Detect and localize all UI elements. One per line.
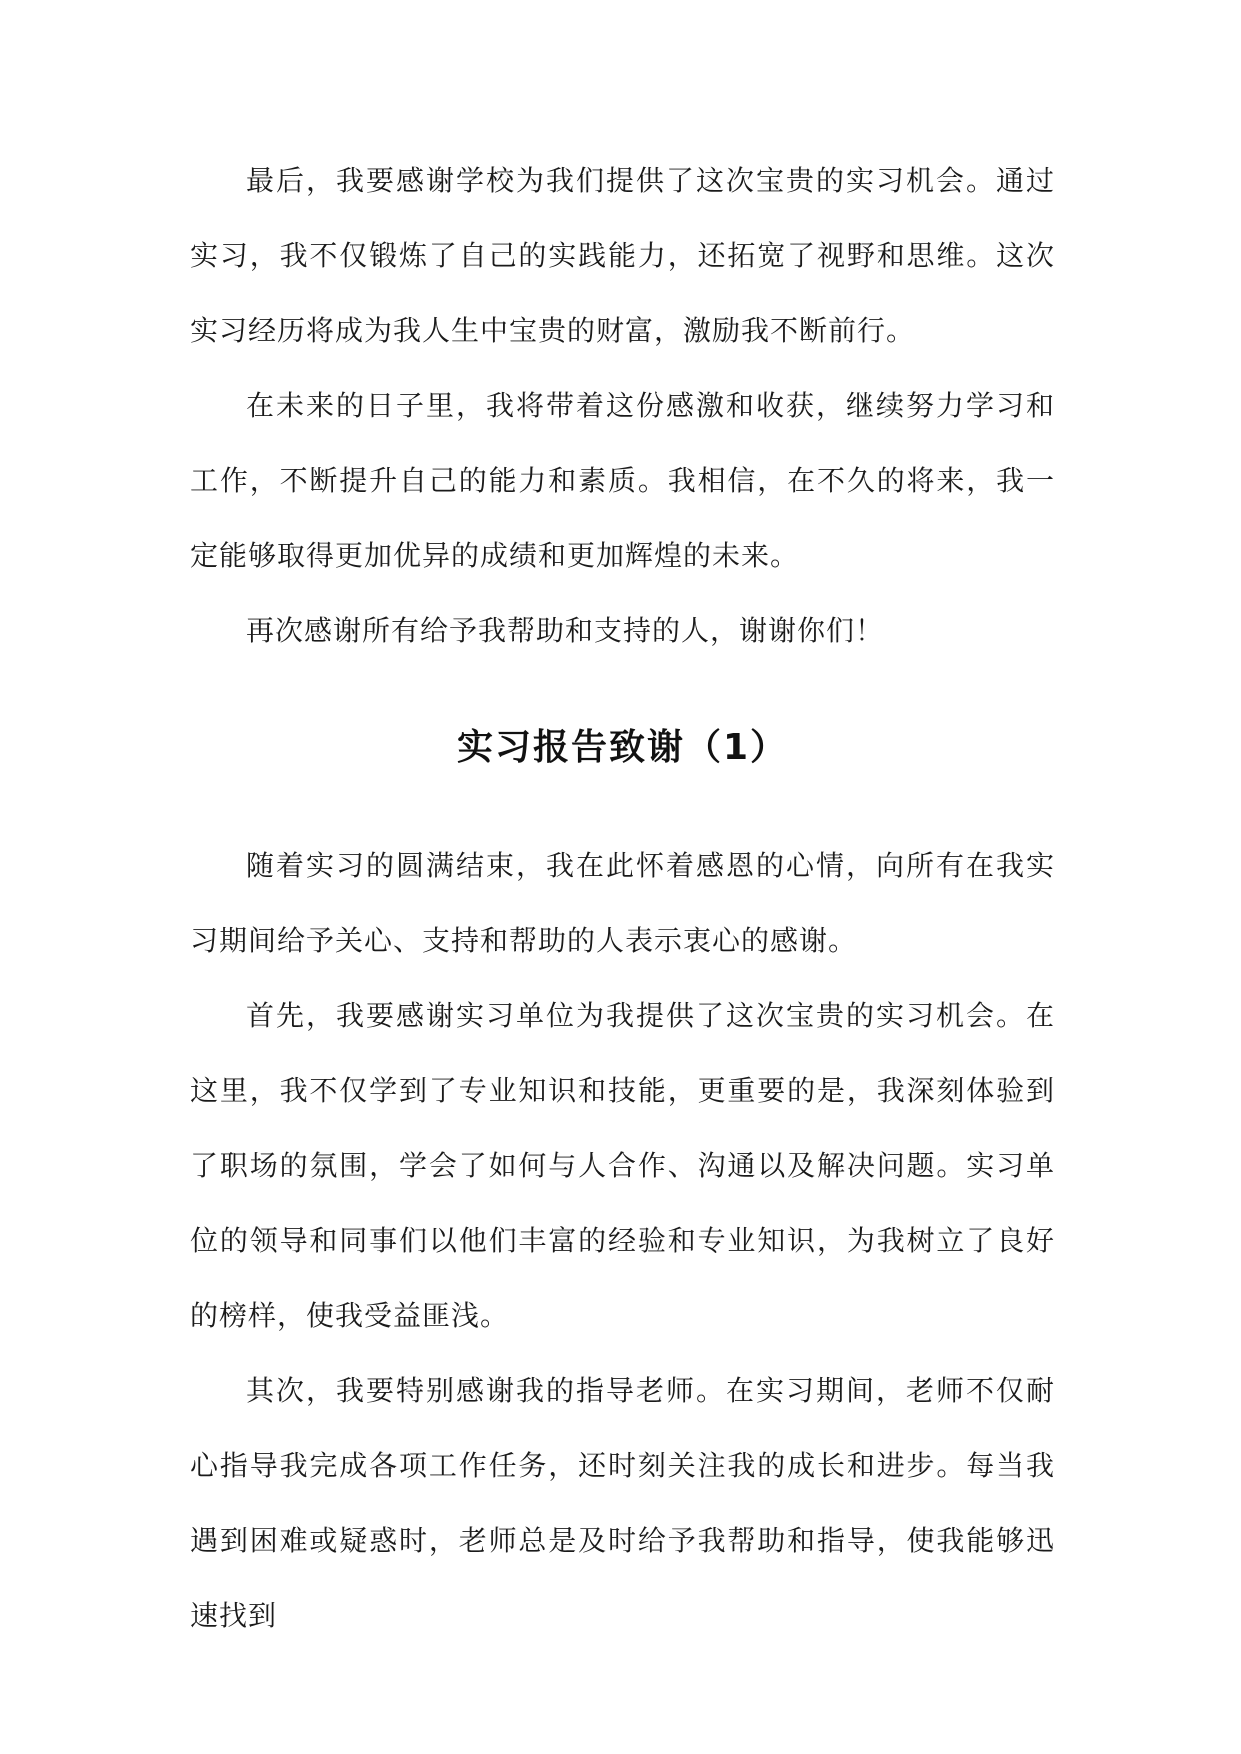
paragraph-thanks-unit: 首先，我要感谢实习单位为我提供了这次宝贵的实习机会。在这里，我不仅学到了专业知识和技能，更重要的是，我深刻体验到了职场的氛围，学会了如何与人合作、沟通以及解决问题。实习单位的领导和同事们以他们丰富的经验和专业知识，为我树立了良好的榜样，使我受益匪浅。 [190,999,1055,1332]
document-body [190,143,1055,1653]
paragraph-thanks-teacher: 其次，我要特别感谢我的指导老师。在实习期间，老师不仅耐心指导我完成各项工作任务，还时刻关注我的成长和进步。每当我遇到困难或疑惑时，老师总是及时给予我帮助和指导，使我能够迅速找到 [190,1374,1055,1632]
paragraph-final-thanks: 再次感谢所有给予我帮助和支持的人，谢谢你们！ [246,614,885,647]
section-heading: 实习报告致谢（1） [456,727,789,768]
paragraph-closing-thanks-school: 最后，我要感谢学校为我们提供了这次宝贵的实习机会。通过实习，我不仅锻炼了自己的实践能力，还拓宽了视野和思维。这次实习经历将成为我人生中宝贵的财富，激励我不断前行。 [190,164,1055,347]
paragraph-intro: 随着实习的圆满结束，我在此怀着感恩的心情，向所有在我实习期间给予关心、支持和帮助的人表示衷心的感谢。 [190,849,1055,957]
paragraph-future-outlook: 在未来的日子里，我将带着这份感激和收获，继续努力学习和工作，不断提升自己的能力和素质。我相信，在不久的将来，我一定能够取得更加优异的成绩和更加辉煌的未来。 [190,389,1055,572]
